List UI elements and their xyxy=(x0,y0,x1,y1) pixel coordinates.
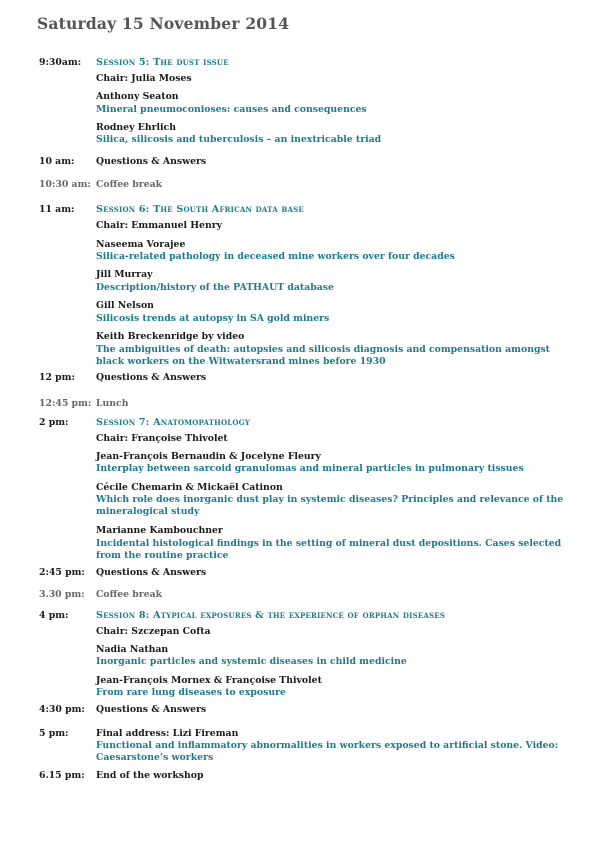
entry-plain: Coffee break xyxy=(96,179,163,190)
entry-talk: Functional and inflammatory abnormalities in workers exposed to artificial stone. Video: Caesarstone’s workers xyxy=(96,740,559,763)
entry-session: Session 7: Anatomopathology xyxy=(96,417,251,428)
entry-talk: Silica, silicosis and tuberculosis – an inextricable triad xyxy=(96,134,382,145)
entry-talk: Description/history of the PATHAUT database xyxy=(96,282,334,293)
entry-plain: Questions & Answers xyxy=(96,704,207,715)
entry-talk: From rare lung diseases to exposure xyxy=(96,687,286,698)
entry-speaker: Gill Nelson xyxy=(96,300,154,311)
entry-speaker: Jean-François Mornex & Françoise Thivolet xyxy=(96,675,322,686)
entry-speaker: Marianne Kambouchner xyxy=(96,525,223,536)
page-title: Saturday 15 November 2014 xyxy=(37,14,290,33)
entry-plain: End of the workshop xyxy=(96,770,204,781)
entry-time: 2 pm: xyxy=(39,417,69,428)
entry-time: 9:30am: xyxy=(39,57,82,68)
entry-talk: Interplay between sarcoid granulomas and mineral particles in pulmonary tissues xyxy=(96,463,524,474)
entry-speaker: Nadia Nathan xyxy=(96,644,169,655)
entry-session: Session 6: The South African data base xyxy=(96,204,304,215)
entry-plain: Lunch xyxy=(96,398,129,409)
entry-speaker: Jean-François Bernaudin & Jocelyne Fleury xyxy=(96,451,321,462)
entry-speaker: Chair: Julia Moses xyxy=(96,73,192,84)
entry-talk: Which role does inorganic dust play in systemic diseases? Principles and relevance of the mineralogical study xyxy=(96,494,564,517)
entry-plain: Questions & Answers xyxy=(96,567,207,578)
entry-talk: The ambiguities of death: autopsies and silicosis diagnosis and compensation amongst black workers on the Witwatersrand mines before 1930 xyxy=(96,344,550,367)
entry-plain: Questions & Answers xyxy=(96,156,207,167)
entry-speaker: Chair: Szczepan Cofta xyxy=(96,626,211,637)
entry-speaker: Anthony Seaton xyxy=(96,91,179,102)
entry-time: 4:30 pm: xyxy=(39,704,85,715)
entry-time: 10 am: xyxy=(39,156,75,167)
entry-talk: Incidental histological findings in the setting of mineral dust depositions. Cases selected from the routine practice xyxy=(96,538,562,561)
entry-speaker: Chair: Françoise Thivolet xyxy=(96,433,228,444)
entry-time: 10:30 am: xyxy=(39,179,91,190)
entry-time: 5 pm: xyxy=(39,728,69,739)
entry-time: 11 am: xyxy=(39,204,75,215)
entry-speaker: Naseema Vorajee xyxy=(96,239,186,250)
entry-time: 12 pm: xyxy=(39,372,75,383)
entry-session: Session 8: Atypical exposures & the experience of orphan diseases xyxy=(96,610,446,621)
entry-speaker: Chair: Emmanuel Henry xyxy=(96,220,223,231)
entry-talk: Mineral pneumoconioses: causes and consequences xyxy=(96,104,367,115)
entry-speaker: Final address: Lizi Fireman xyxy=(96,728,239,739)
entry-time: 6.15 pm: xyxy=(39,770,85,781)
entry-time: 12:45 pm: xyxy=(39,398,92,409)
entry-talk: Silicosis trends at autopsy in SA gold miners xyxy=(96,313,330,324)
entry-speaker: Rodney Ehrlich xyxy=(96,122,176,133)
entry-speaker: Cécile Chemarin & Mickaël Catinon xyxy=(96,482,283,493)
entry-speaker: Jill Murray xyxy=(96,269,153,280)
entry-time: 3.30 pm: xyxy=(39,589,85,600)
entry-speaker: Keith Breckenridge by video xyxy=(96,331,245,342)
entry-talk: Inorganic particles and systemic diseases in child medicine xyxy=(96,656,407,667)
entry-session: Session 5: The dust issue xyxy=(96,57,229,68)
entry-time: 2:45 pm: xyxy=(39,567,85,578)
entry-plain: Coffee break xyxy=(96,589,163,600)
entry-plain: Questions & Answers xyxy=(96,372,207,383)
entry-talk: Silica-related pathology in deceased mine workers over four decades xyxy=(96,251,455,262)
entry-time: 4 pm: xyxy=(39,610,69,621)
